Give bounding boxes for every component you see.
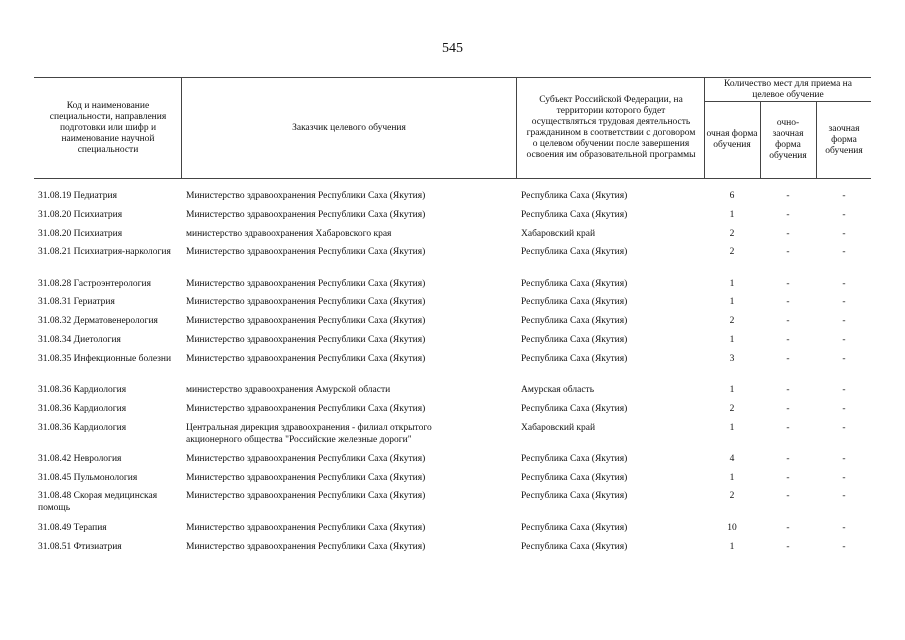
- cell-customer: Министерство здравоохранения Республики Саха (Якутия): [186, 454, 426, 464]
- cell-parttime: -: [786, 404, 790, 414]
- cell-subject: Республика Саха (Якутия): [521, 279, 628, 289]
- cell-fulltime: 3: [729, 354, 735, 364]
- cell-parttime: -: [786, 354, 790, 364]
- cell-extramural: -: [842, 229, 846, 239]
- cell-customer: Министерство здравоохранения Республики Саха (Якутия): [186, 247, 426, 257]
- header-divider-5: [816, 101, 817, 178]
- cell-code: 31.08.49 Терапия: [38, 523, 107, 533]
- cell-code: 31.08.21 Психиатрия-наркология: [38, 247, 171, 257]
- cell-extramural: -: [842, 423, 846, 433]
- cell-code: 31.08.36 Кардиология: [38, 385, 127, 395]
- cell-extramural: -: [842, 385, 846, 395]
- cell-fulltime: 2: [729, 404, 735, 414]
- header-extramural: заочная форма обучения: [825, 123, 863, 156]
- cell-parttime: -: [786, 491, 790, 501]
- cell-customer: Министерство здравоохранения Республики Саха (Якутия): [186, 297, 426, 307]
- cell-subject: Амурская область: [521, 385, 595, 395]
- cell-fulltime: 2: [729, 316, 735, 326]
- header-divider-4: [760, 101, 761, 178]
- cell-customer: Министерство здравоохранения Республики Саха (Якутия): [186, 523, 426, 533]
- cell-fulltime: 10: [727, 523, 737, 533]
- cell-customer: министерство здравоохранения Амурской области: [186, 385, 391, 395]
- cell-subject: Республика Саха (Якутия): [521, 354, 628, 364]
- cell-code: 31.08.19 Педиатрия: [38, 191, 117, 201]
- cell-fulltime: 1: [729, 542, 735, 552]
- cell-parttime: -: [786, 210, 790, 220]
- cell-fulltime: 2: [729, 229, 735, 239]
- cell-customer: Министерство здравоохранения Республики Саха (Якутия): [186, 191, 426, 201]
- cell-parttime: -: [786, 542, 790, 552]
- cell-code: 31.08.32 Дерматовенерология: [38, 316, 158, 326]
- cell-code: 31.08.36 Кардиология: [38, 423, 127, 433]
- cell-parttime: -: [786, 335, 790, 345]
- cell-parttime: -: [786, 229, 790, 239]
- cell-parttime: -: [786, 423, 790, 433]
- cell-parttime: -: [786, 247, 790, 257]
- cell-extramural: -: [842, 404, 846, 414]
- cell-fulltime: 1: [729, 279, 735, 289]
- cell-subject: Хабаровский край: [521, 423, 596, 433]
- header-places: Количество мест для приема на целевое обучение: [724, 79, 852, 100]
- cell-customer: министерство здравоохранения Хабаровского края: [186, 229, 392, 239]
- cell-customer: Министерство здравоохранения Республики Саха (Якутия): [186, 210, 426, 220]
- cell-customer: Министерство здравоохранения Республики Саха (Якутия): [186, 316, 426, 326]
- cell-customer: Министерство здравоохранения Республики Саха (Якутия): [186, 473, 426, 483]
- cell-subject: Республика Саха (Якутия): [521, 454, 628, 464]
- cell-parttime: -: [786, 385, 790, 395]
- cell-extramural: -: [842, 191, 846, 201]
- cell-extramural: -: [842, 354, 846, 364]
- cell-fulltime: 1: [729, 297, 735, 307]
- cell-subject: Республика Саха (Якутия): [521, 404, 628, 414]
- cell-extramural: -: [842, 523, 846, 533]
- cell-code: 31.08.20 Психиатрия: [38, 210, 123, 220]
- cell-code: 31.08.34 Диетология: [38, 335, 121, 345]
- cell-extramural: -: [842, 210, 846, 220]
- cell-customer: Центральная дирекция здравоохранения - филиал открытого акционерного общества "Российские железные дороги": [186, 423, 432, 445]
- cell-subject: Республика Саха (Якутия): [521, 473, 628, 483]
- cell-customer: Министерство здравоохранения Республики Саха (Якутия): [186, 335, 426, 345]
- cell-code: 31.08.36 Кардиология: [38, 404, 127, 414]
- cell-fulltime: 1: [729, 473, 735, 483]
- header-divider-2: [516, 77, 517, 178]
- cell-customer: Министерство здравоохранения Республики Саха (Якутия): [186, 279, 426, 289]
- cell-customer: Министерство здравоохранения Республики Саха (Якутия): [186, 404, 426, 414]
- cell-parttime: -: [786, 191, 790, 201]
- cell-fulltime: 1: [729, 210, 735, 220]
- cell-subject: Республика Саха (Якутия): [521, 335, 628, 345]
- cell-subject: Хабаровский край: [521, 229, 596, 239]
- header-parttime: очно-заочная форма обучения: [769, 118, 807, 161]
- cell-fulltime: 1: [729, 385, 735, 395]
- cell-fulltime: 1: [729, 335, 735, 345]
- header-code: Код и наименование специальности, направления подготовки или шифр и наименование научной специальности: [49, 100, 167, 155]
- cell-extramural: -: [842, 542, 846, 552]
- cell-code: 31.08.45 Пульмонология: [38, 473, 138, 483]
- cell-subject: Республика Саха (Якутия): [521, 542, 628, 552]
- cell-customer: Министерство здравоохранения Республики Саха (Якутия): [186, 354, 426, 364]
- header-fulltime: очная форма обучения: [706, 129, 758, 150]
- table-top-border: [34, 77, 871, 78]
- cell-subject: Республика Саха (Якутия): [521, 210, 628, 220]
- places-subheader-divider: [704, 101, 871, 102]
- cell-subject: Республика Саха (Якутия): [521, 491, 628, 501]
- cell-customer: Министерство здравоохранения Республики Саха (Якутия): [186, 542, 426, 552]
- cell-code: 31.08.35 Инфекционные болезни: [38, 354, 172, 364]
- cell-code: 31.08.20 Психиатрия: [38, 229, 123, 239]
- header-customer: Заказчик целевого обучения: [292, 122, 406, 133]
- cell-extramural: -: [842, 247, 846, 257]
- cell-code: 31.08.31 Гериатрия: [38, 297, 115, 307]
- cell-subject: Республика Саха (Якутия): [521, 316, 628, 326]
- cell-fulltime: 1: [729, 423, 735, 433]
- cell-parttime: -: [786, 316, 790, 326]
- cell-code: 31.08.42 Неврология: [38, 454, 122, 464]
- cell-extramural: -: [842, 454, 846, 464]
- header-bottom-border: [34, 178, 871, 179]
- header-subject: Субъект Российской Федерации, на территории которого будет осуществляться трудовая деятельность гражданином в соответствии с договором о целевом обучении после завершения освоения им образовательной программы: [526, 95, 696, 160]
- cell-extramural: -: [842, 297, 846, 307]
- cell-code: 31.08.51 Фтизиатрия: [38, 542, 122, 552]
- cell-extramural: -: [842, 279, 846, 289]
- cell-extramural: -: [842, 316, 846, 326]
- cell-extramural: -: [842, 335, 846, 345]
- cell-parttime: -: [786, 523, 790, 533]
- cell-subject: Республика Саха (Якутия): [521, 247, 628, 257]
- cell-fulltime: 2: [729, 247, 735, 257]
- cell-subject: Республика Саха (Якутия): [521, 523, 628, 533]
- cell-parttime: -: [786, 297, 790, 307]
- cell-parttime: -: [786, 454, 790, 464]
- cell-code: 31.08.28 Гастроэнтерология: [38, 279, 151, 289]
- cell-parttime: -: [786, 473, 790, 483]
- page-number: 545: [442, 41, 463, 56]
- header-divider-1: [181, 77, 182, 178]
- cell-extramural: -: [842, 491, 846, 501]
- cell-customer: Министерство здравоохранения Республики Саха (Якутия): [186, 491, 426, 501]
- cell-parttime: -: [786, 279, 790, 289]
- cell-fulltime: 2: [729, 491, 735, 501]
- cell-fulltime: 4: [729, 454, 735, 464]
- header-divider-3: [704, 77, 705, 178]
- cell-subject: Республика Саха (Якутия): [521, 297, 628, 307]
- cell-extramural: -: [842, 473, 846, 483]
- cell-subject: Республика Саха (Якутия): [521, 191, 628, 201]
- cell-fulltime: 6: [729, 191, 735, 201]
- cell-code: 31.08.48 Скорая медицинская помощь: [38, 491, 158, 513]
